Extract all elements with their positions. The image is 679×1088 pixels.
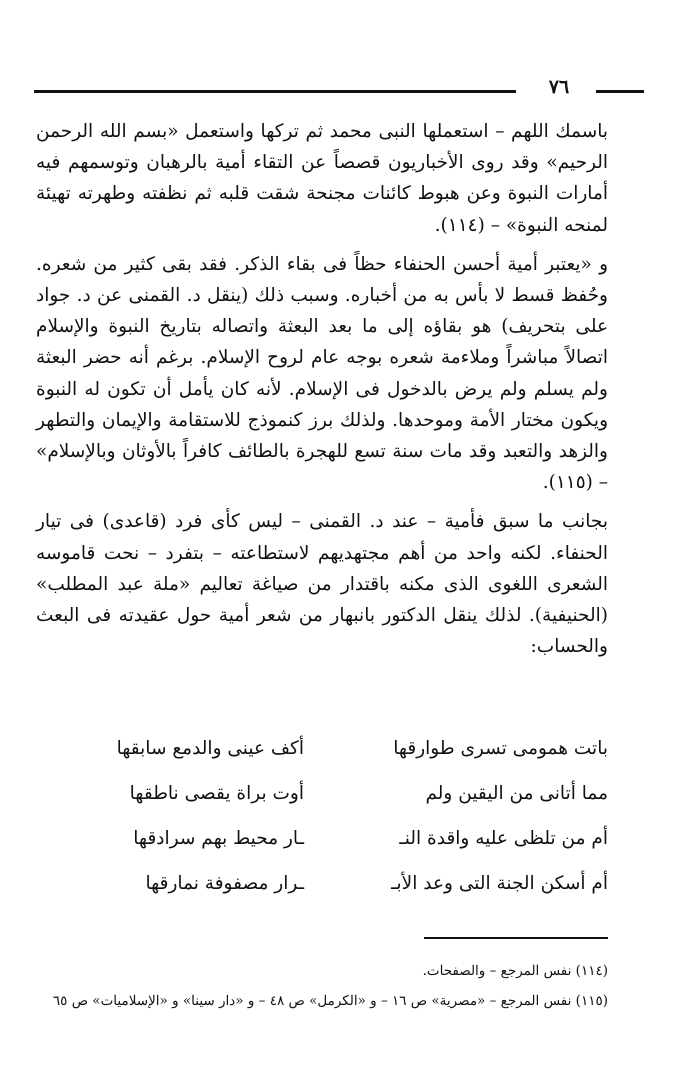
verse-second-hemistich: أوت براة يقصى ناطقها: [129, 783, 304, 804]
verse-first-hemistich: باتت همومى تسرى طوارقها: [393, 738, 608, 759]
paragraph: و «يعتبر أمية أحسن الحنفاء حظاً فى بقاء الذكر. فقد بقى كثير من شعره. وحُفظ قسط لا بأس به من أخباره. وسبب ذلك (ينقل د. القمنى عن د. جواد على بتحريف) هو بقاؤه إلى ما بعد البعثة واتصاله بتاريخ النبوة والإسلام اتصالاً مباشراً وملاءمة شعره بوجه عام لروح الإسلام. برغم أنه حضر البعثة ولم يسلم ولم يرض بالدخول فى الإسلام. لأنه كان يأمل أن تكون له النبوة ويكون مختار الأمة وموحدها. ولذلك برز كنموذج للاستقامة والإيمان والتطهر والزهد والتعبد وقد مات سنة تسع للهجرة بالطائف كافراً بالأوثان وبالإسلام» – (١١٥).: [36, 253, 608, 494]
verse-line: [34, 738, 608, 783]
verse-first-hemistich: أم أسكن الجنة التى وعد الأبـ: [391, 873, 608, 894]
verse-first-hemistich: أم من تلظى عليه واقدة النـ: [399, 828, 608, 849]
footnote: (١١٥) نفس المرجع – «مصرية» ص ١٦ – و «الكرمل» ص ٤٨ – و «دار سينا» و «الإسلاميات» ص ٦٥: [52, 993, 608, 1009]
footnote: (١١٤) نفس المرجع – والصفحات.: [422, 963, 608, 979]
verse-line: [34, 873, 608, 918]
page-number: ٧٦: [548, 76, 570, 98]
verse-line: [34, 828, 608, 873]
verse-second-hemistich: ـار محيط بهم سرادقها: [133, 828, 304, 849]
header-rule: [34, 90, 516, 93]
paragraph: باسمك اللهم – استعملها النبى محمد ثم تركها واستعمل «بسم الله الرحمن الرحيم» وقد روى الأخباريون قصصاً عن التقاء أمية بالرهبان وتوسمهم فيه أمارات النبوة وعن هبوط كائنات مجنحة شقت قلبه ثم نظفته وطهرته تهيئة لمنحه النبوة» – (١١٤).: [36, 121, 608, 236]
body-text: [36, 116, 608, 670]
header-rule-short: [596, 90, 644, 93]
paragraph: بجانب ما سبق فأمية – عند د. القمنى – ليس كأى فرد (قاعدى) فى تيار الحنفاء. لكنه واحد من أهم مجتهديهم لاستطاعته – بتفرد – نحت قاموسه الشعرى اللغوى الذى مكنه باقتدار من صياغة تعاليم «ملة عبد المطلب» (الحنيفية). لذلك ينقل الدكتور بانبهار من شعر أمية حول عقيدته فى البعث والحساب:: [36, 511, 608, 658]
poem-verses: [34, 738, 608, 918]
footnote-separator: [424, 937, 608, 939]
verse-second-hemistich: أكف عينى والدمع سابقها: [116, 738, 304, 759]
verse-first-hemistich: مما أتانى من اليقين ولم: [425, 783, 608, 804]
verse-second-hemistich: ـرار مصفوفة نمارقها: [145, 873, 304, 894]
footnotes: [34, 956, 608, 1016]
page-header: [34, 78, 644, 102]
verse-line: [34, 783, 608, 828]
